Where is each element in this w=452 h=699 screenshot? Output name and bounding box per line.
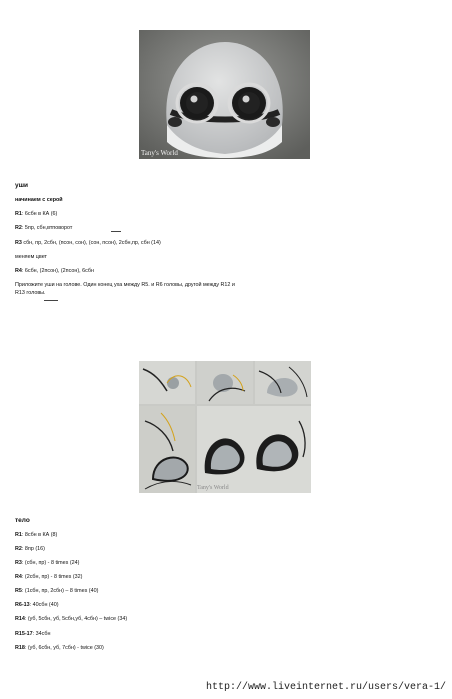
row-label: R3 <box>15 240 22 246</box>
row-text: сбн, пр, 2сбн, (псон, сон), (сон, псон), 2сбн,пр, сбн (14) <box>21 240 161 246</box>
row-label: R5 <box>15 588 22 594</box>
row-text: : 6сбн в КА (6) <box>21 211 58 217</box>
body-row <box>15 645 104 651</box>
row-text: : 8сбн в КА (8) <box>21 532 58 538</box>
row-label: R18 <box>15 645 25 651</box>
row-text: : 40сбн (40) <box>29 602 59 608</box>
row-text: : 8пр (16) <box>21 546 45 552</box>
row-text: : (1сбн, пр, 2сбн) – 8 times (40) <box>21 588 99 594</box>
body-row <box>15 560 79 566</box>
body-heading: тело <box>15 517 30 524</box>
body-row <box>15 631 50 637</box>
body-row <box>15 616 127 622</box>
owl-head-illustration <box>139 30 310 159</box>
ears-instruction-underline <box>44 300 58 301</box>
ears-instruction-line2: R13 головы. <box>15 290 46 296</box>
row-text: : (уб, 5сбн, уб, 5сбн,уб, 4сбн) – twice (34) <box>24 616 128 622</box>
row-label: R4 <box>15 574 22 580</box>
ears-change-color: меняем цвет <box>15 254 47 260</box>
body-row <box>15 588 98 594</box>
source-url[interactable]: http://www.liveinternet.ru/users/vera-1/ <box>205 682 446 693</box>
ears-r2-underline <box>111 231 121 232</box>
row-text: : (сбн, пр) - 8 times (24) <box>21 560 80 566</box>
body-row <box>15 602 59 608</box>
photo-watermark: Tany's World <box>141 149 178 157</box>
owl-head-photo <box>139 30 310 159</box>
row-label: R15-17 <box>15 631 33 637</box>
ear-steps-photo <box>139 361 311 493</box>
row-label: R14 <box>15 616 25 622</box>
photo-watermark: Tany's World <box>197 485 229 491</box>
ears-row-r2 <box>15 225 72 231</box>
ears-row-r3 <box>15 240 161 246</box>
ears-row-r1 <box>15 211 57 217</box>
body-row <box>15 574 82 580</box>
row-label: R4 <box>15 268 22 274</box>
ears-heading: уши <box>15 182 29 189</box>
ears-start-color: начинаем с серой <box>15 197 63 203</box>
row-label: R2 <box>15 225 22 231</box>
row-text: : 6сбн, (2псон), (2псон), 6сбн <box>21 268 94 274</box>
row-text: : 34сбн <box>32 631 51 637</box>
row-label: R2 <box>15 546 22 552</box>
row-text: : (2сбн, пр) - 8 times (32) <box>21 574 83 580</box>
row-label: R1 <box>15 532 22 538</box>
row-label: R3 <box>15 560 22 566</box>
ear-steps-illustration <box>139 361 311 493</box>
row-label: R1 <box>15 211 22 217</box>
ears-row-r4 <box>15 268 94 274</box>
row-text: : (уб, 6сбн, уб, 7сбн) - twice (30) <box>24 645 104 651</box>
body-row <box>15 546 45 552</box>
ears-instruction-line1: Приложите уши на голове. Один конец уха между R5. и R6 головы, другой между R12 и <box>15 282 235 288</box>
body-row <box>15 532 57 538</box>
row-text: : 5пр, сбн,втповорот <box>21 225 73 231</box>
row-label: R6-13 <box>15 602 30 608</box>
